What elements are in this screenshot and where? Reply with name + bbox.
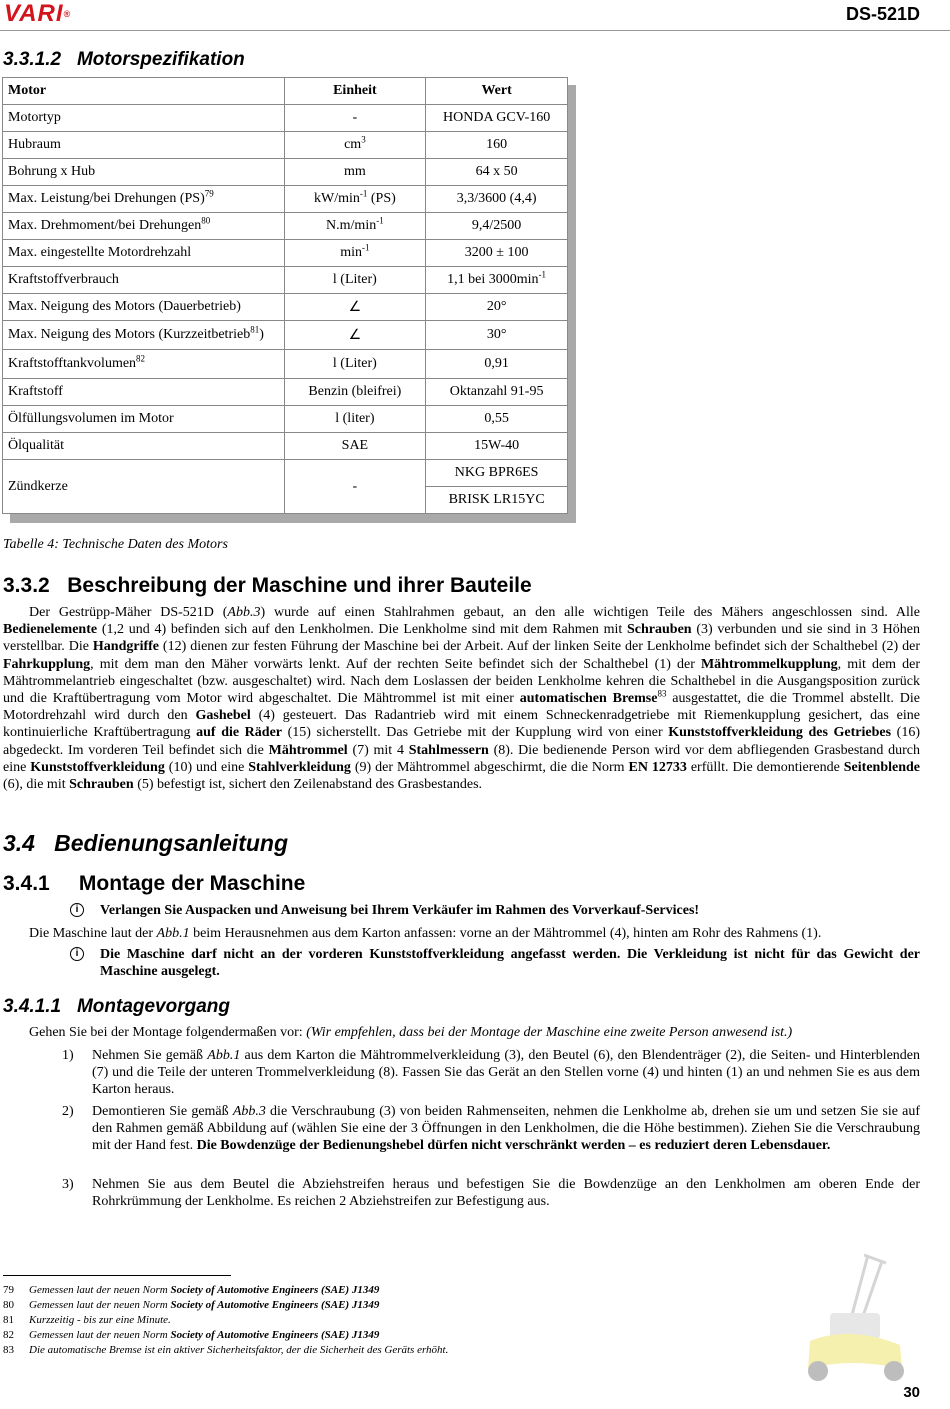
heading-3312: 3.3.1.2 Motorspezifikation: [3, 49, 245, 70]
cell-motor: Max. Neigung des Motors (Kurzzeitbetrieb$^{81}$): [3, 321, 285, 350]
table-header-row: [3, 78, 568, 105]
heading-3411: 3.4.1.1 Montagevorgang: [3, 996, 231, 1017]
cell-motor: Max. Drehmoment/bei Drehungen$^{80}$: [3, 213, 285, 240]
info-text: Die Maschine darf nicht an der vorderen Kunststoffverkleidung angefasst werden. Die Verkleidung ist nicht für das Gewicht der Maschine ausgelegt.: [100, 947, 920, 980]
cell-motor: Max. Leistung/bei Drehungen (PS)$^{79}$: [3, 186, 285, 213]
col-header-motor: Motor: [3, 78, 285, 105]
cell-value: 15W-40: [426, 433, 568, 460]
cell-value: 3200 ± 100: [426, 240, 568, 267]
cell-motor: Ölfüllungsvolumen im Motor: [3, 406, 285, 433]
list-item: 1) Nehmen Sie gemäß Abb.1 aus dem Karton die Mähtrommelverkleidung (3), den Beutel (6), den Blendenträger (2), die Seiten- und Hinterblenden (7) und die Teile der unteren Trommelverkleidung (8). Fassen Sie das Gerät an den Stellen vorne (4) und hinten (1) an und nehmen Sie es aus dem Karton heraus.: [62, 1048, 921, 1098]
motor-spec-table: [2, 77, 568, 514]
list-item: 3) Nehmen Sie aus dem Beutel die Abziehstreifen heraus und befestigen Sie die Bowdenzüge an den Lenkholmen am oberen Ende der Rohrkrümmung der Lenkholme. Es reichen 2 Abziehstreifen zur Befestigung aus.: [62, 1177, 920, 1210]
cell-value: 160: [426, 132, 568, 159]
list-item: 2) Demontieren Sie gemäß Abb.3 die Verschraubung (3) von beiden Rahmenseiten, nehmen die Lenkholme ab, drehen sie um und setzen Sie sie auf den Rahmen gemäß Abbildung auf (wählen Sie eine der 3 Öffnungen in den Lenkholmen, die die Höhe bestimmen). Ziehen Sie die Verschraubung mit der Hand fest. Die Bowdenzüge der Bedienungshebel dürfen nicht verschränkt werden – es reduziert deren Lebensdauer.: [62, 1104, 920, 1154]
cell-unit: l (Liter): [284, 267, 426, 294]
cell-motor: Ölqualität: [3, 433, 285, 460]
table-row: [3, 460, 568, 487]
montage-paragraph: Die Maschine laut der Abb.1 beim Herausnehmen aus dem Karton anfassen: vorne an der Mähtrommel (4), hinten am Rohr des Rahmens (1).: [29, 926, 822, 941]
cell-value: Oktanzahl 91-95: [426, 379, 568, 406]
cell-motor: Kraftstofftankvolumen$^{82}$: [3, 350, 285, 379]
table-row: [3, 186, 568, 213]
info-icon: i: [70, 903, 84, 917]
cell-value: 0,91: [426, 350, 568, 379]
cell-unit: -: [284, 105, 426, 132]
cell-motor: Motortyp: [3, 105, 285, 132]
col-header-value: Wert: [426, 78, 568, 105]
montage-intro: Gehen Sie bei der Montage folgendermaßen vor: (Wir empfehlen, dass bei der Montage der Maschine eine zweite Person anwesend ist.): [29, 1025, 793, 1040]
footnote-rule: [3, 1275, 231, 1276]
footnote: 80 Gemessen laut der neuen Norm Society of Automotive Engineers (SAE) J1349: [3, 1299, 380, 1311]
angle-icon: ∠: [348, 327, 362, 343]
cell-unit: $N.m/\min^{-1}$: [284, 213, 426, 240]
cell-unit: mm: [284, 159, 426, 186]
footnote: 79 Gemessen laut der neuen Norm Society of Automotive Engineers (SAE) J1349: [3, 1284, 380, 1296]
col-header-unit: Einheit: [284, 78, 426, 105]
table-caption: Tabelle 4: Technische Daten des Motors: [3, 537, 228, 552]
page-number: 30: [903, 1384, 920, 1401]
table-row: [3, 294, 568, 321]
cell-unit: l (liter): [284, 406, 426, 433]
cell-motor: Zündkerze: [3, 460, 285, 514]
cell-unit: -: [284, 460, 426, 514]
info-note-1: [70, 902, 920, 920]
cell-unit: [284, 321, 426, 350]
cell-unit: Benzin (bleifrei): [284, 379, 426, 406]
footnote: 82 Gemessen laut der neuen Norm Society of Automotive Engineers (SAE) J1349: [3, 1329, 380, 1341]
heading-34: 3.4 Bedienungsanleitung: [3, 830, 288, 856]
info-icon: i: [70, 947, 84, 961]
table-row: [3, 321, 568, 350]
cell-motor: Hubraum: [3, 132, 285, 159]
cell-unit: $kW/\min^{-1}$ (PS): [284, 186, 426, 213]
cell-value: BRISK LR15YC: [426, 487, 568, 514]
cell-value: 9,4/2500: [426, 213, 568, 240]
cell-value: 1,1 bei $3000\min^{-1}$: [426, 267, 568, 294]
mower-illustration-icon: [790, 1245, 920, 1385]
cell-value: 30°: [426, 321, 568, 350]
heading-332: 3.3.2 Beschreibung der Maschine und ihrer Bauteile: [3, 574, 532, 597]
cell-motor: Kraftstoffverbrauch: [3, 267, 285, 294]
cell-unit: [284, 294, 426, 321]
cell-unit: SAE: [284, 433, 426, 460]
angle-icon: ∠: [348, 299, 362, 315]
table-row: [3, 159, 568, 186]
cell-motor: Kraftstoff: [3, 379, 285, 406]
footnote: 83 Die automatische Bremse ist ein aktiver Sicherheitsfaktor, der die Sicherheit des Geräts erhöht.: [3, 1344, 449, 1356]
cell-value: HONDA GCV-160: [426, 105, 568, 132]
table-row: [3, 105, 568, 132]
table-row: [3, 433, 568, 460]
table-row: [3, 267, 568, 294]
cell-unit: $cm^3$: [284, 132, 426, 159]
table-row: [3, 240, 568, 267]
vari-logo: VARI®: [4, 0, 72, 27]
table-row: [3, 379, 568, 406]
cell-motor: Bohrung x Hub: [3, 159, 285, 186]
table-row: [3, 213, 568, 240]
cell-value: NKG BPR6ES: [426, 460, 568, 487]
info-note-2: [70, 946, 920, 982]
table-row: [3, 350, 568, 379]
cell-unit: l (Liter): [284, 350, 426, 379]
cell-motor: Max. Neigung des Motors (Dauerbetrieb): [3, 294, 285, 321]
cell-value: 3,3/3600 (4,4): [426, 186, 568, 213]
cell-unit: $\min^{-1}$: [284, 240, 426, 267]
cell-value: 0,55: [426, 406, 568, 433]
description-paragraph: Der Gestrüpp-Mäher DS-521D (Abb.3) wurde auf einen Stahlrahmen gebaut, an den alle wichtigen Teile des Mähers angeschlossen sind. Alle Bedienelemente (1,2 und 4) befinden sich auf den Lenkholmen. Die Lenkholme sind mit dem Rahmen mit Schrauben (3) verbunden und sie sind in 3 Höhen verstellbar. Die Handgriffe (12) dienen zur festen Führung der Maschine bei der Arbeit. Auf der linken Seite der Lenkholme befindet sich der Schalthebel (2) der Fahrkupplung, mit dem man den Mäher vorwärts lenkt. Auf der rechten Seite befindet sich der Schalthebel (1) der Mähtrommelkupplung, mit dem der Mähtrommelantrieb eingeschaltet (bzw. ausgeschaltet) wird. Nach dem Loslassen der beiden Lenkholme kehren die Schalthebel in die Ausgangsposition zurück und die Kraftübertragung vom Motor wird abgeschaltet. Die Mähtrommel ist mit einer automatischen Bremse$^{83}$ ausgestattet, die die Trommel abstellt. Die Motordrehzahl wird durch den Gashebel (4) gesteuert. Das Radantrieb wird mit einem Schneckenradgetriebe mit Riemenkupplung gesichert, das eine kontinuierliche Kraftübertragung auf die Räder (15) sicherstellt. Das Getriebe mit der Kupplung wird von einer Kunststoffverkleidung des Getriebes (16) abgedeckt. Im vorderen Teil befindet sich die Mähtrommel (7) mit 4 Stahlmessern (8). Die bedienende Person wird vor dem abfliegenden Grasbestand durch eine Kunststoffverkleidung (10) und eine Stahlverkleidung (9) der Mähtrommel abgeschirmt, die die Norm EN 12733 erfüllt. Die demontierende Seitenblende (6), die mit Schrauben (5) befestigt ist, sichert den Zeilenabstand des Grasbestandes.: [3, 605, 921, 793]
info-text: Verlangen Sie Auspacken und Anweisung bei Ihrem Verkäufer im Rahmen des Vorverkauf-Services!: [100, 903, 700, 918]
footnote: 81 Kurzzeitig - bis zur eine Minute.: [3, 1314, 171, 1326]
header-rule: [0, 30, 950, 31]
cell-value: 64 x 50: [426, 159, 568, 186]
cell-motor: Max. eingestellte Motordrehzahl: [3, 240, 285, 267]
table-row: [3, 132, 568, 159]
table-row: [3, 406, 568, 433]
heading-341: 3.4.1 Montage der Maschine: [3, 872, 306, 895]
cell-value: 20°: [426, 294, 568, 321]
model-name: DS-521D: [845, 4, 920, 24]
